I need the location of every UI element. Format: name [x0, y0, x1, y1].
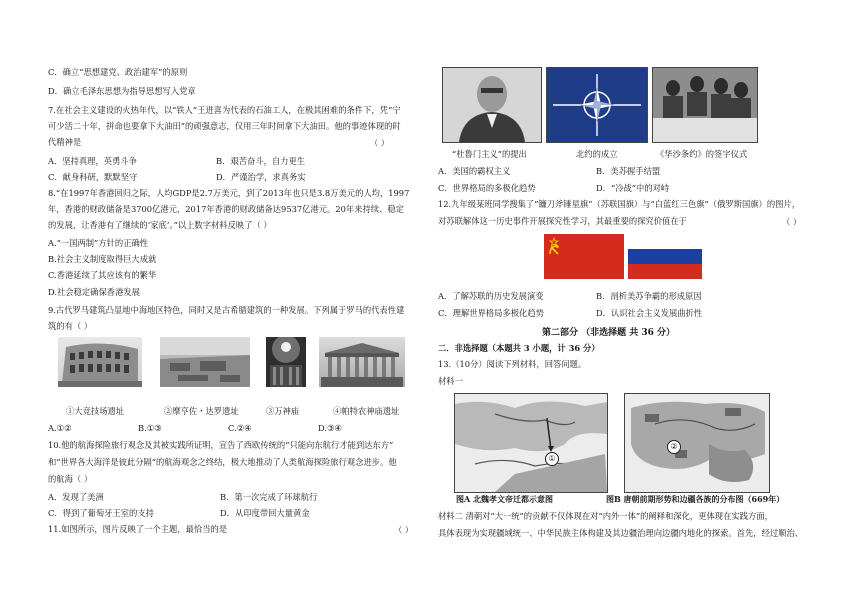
map-marker: ② — [667, 440, 681, 454]
option-text: D．确立毛泽东思想为指导思想写入党章 — [48, 86, 196, 96]
section-heading: 二．非选择题（本题共 3 小题，计 36 分） — [438, 343, 600, 353]
map-marker: ① — [545, 452, 559, 466]
option-d: D.社会稳定确保香港发展 — [48, 287, 140, 297]
truman-photo — [442, 67, 542, 143]
photo-caption: 《华沙条约》的签字仪式 — [656, 149, 748, 159]
option-b: B．美苏握手结盟 — [596, 166, 661, 176]
map-a-northern-wei — [454, 393, 608, 493]
option-b: B．剖析美苏争霸的形成原因 — [596, 291, 702, 301]
map-caption: 图B 唐朝前期形势和边疆各族的分布图（669年） — [606, 494, 785, 504]
option-c: C.香港延续了其应该有的繁华 — [48, 270, 157, 280]
option-d: D．严谨治学，求真务实 — [216, 172, 306, 182]
answer-paren: （ ） — [394, 525, 414, 535]
option-c: C.②④ — [228, 423, 252, 433]
photo-caption: ④帕特农神庙遗址 — [333, 406, 400, 416]
option-b: B．第一次完成了环球航行 — [220, 492, 318, 502]
nato-flag — [546, 67, 648, 143]
material-two-text: 材料二 清朝对“大一统”的贡献不仅体现在对“内外一体”的阐释和深化，更体现在实践方面， — [438, 511, 773, 521]
material-two-text: 具体表现为实现疆域统一、中华民族主体构建及其边疆治理向边疆内地化的探索。首先，经过顺治、 — [438, 528, 804, 538]
option-a: A.“一国两制”方针的正确性 — [48, 238, 149, 248]
option-a: A．了解苏联的历史发展演变 — [438, 291, 544, 301]
option-d: D．从印度带回大量黄金 — [220, 508, 310, 518]
option-b: B．艰苦奋斗，自力更生 — [216, 156, 306, 166]
option-d: D．“冷战”中的对峙 — [596, 183, 670, 193]
option-b: B.①③ — [138, 423, 162, 433]
option-a: A．美国的霸权主义 — [438, 166, 511, 176]
question-9-text: 9.古代罗马建筑凸显地中海地区特色，同时又是古希腊建筑的一种发展。下列属于罗马的代表性建 — [48, 305, 405, 315]
option-c: C．得到了葡萄牙王室的支持 — [48, 508, 154, 518]
question-10-text: 10.他的航海探险旅行观念及其被实践所证明，宣告了西欧传统的“只能向东航行才能到达东方” — [48, 440, 394, 450]
question-10-text: 的航海（ ） — [48, 474, 93, 484]
photo-caption: ②摩亨佐・达罗遗址 — [164, 406, 239, 416]
question-8-text: 的发展，让香港有了继续的‘家底’。”以上数字材料反映了（ ） — [48, 220, 272, 230]
parthenon-photo — [319, 337, 405, 387]
part-two-title: 第二部分 （非选择题 共 36 分） — [542, 328, 676, 338]
question-12-text: 12.九年级某班同学搜集了“镰刀斧锤星旗”（苏联国旗）与“白蓝红三色旗”（俄罗斯国旗）的图片， — [438, 199, 801, 209]
question-13-text: 13.（10分）阅读下列材料，回答问题。 — [438, 359, 587, 369]
warsaw-pact-signing-photo — [652, 67, 758, 143]
question-8-text: 8.“在1997年香港回归之际，人均GDP是2.7万美元，到了2013年也只是3.8万美元的人均，1997 — [48, 188, 410, 198]
ussr-flag — [544, 234, 624, 279]
option-a: A．坚持真理，英勇斗争 — [48, 156, 137, 166]
option-b: B.社会主义制度取得巨大成就 — [48, 254, 157, 264]
question-12-text: 对苏联解体这一历史事件开展探究性学习，其最重要的探究价值在于 — [438, 216, 687, 226]
option-c: C．理解世界格局多极化趋势 — [438, 308, 544, 318]
photo-caption: ①大竞技场遗址 — [66, 406, 125, 416]
option-a: A.①② — [48, 423, 72, 433]
option-d: D.③④ — [318, 423, 342, 433]
question-7-text: 代精神是 — [48, 137, 82, 147]
answer-paren: （ ） — [782, 217, 802, 227]
material-label: 材料一 — [438, 376, 463, 386]
answer-paren: （ ） — [370, 138, 390, 148]
photo-caption: 北约的成立 — [576, 149, 618, 159]
photo-caption: ③万神庙 — [266, 406, 300, 416]
question-10-text: 和“世界各大海洋是彼此分隔”的航海观念之终结，极大地推动了人类航海探险旅行观念进步。他 — [48, 457, 397, 467]
option-d: D．认识社会主义发展曲折性 — [596, 308, 703, 318]
map-caption: 图A 北魏孝文帝迁都示意图 — [456, 494, 553, 504]
option-c: C．世界格局的多极化趋势 — [438, 183, 536, 193]
question-9-text: 筑的有（ ） — [48, 321, 93, 331]
option-text: C．确立“思想建党、政治建军”的原则 — [48, 67, 188, 77]
question-11-text: 11.如图所示，图片反映了一个主题，最恰当的是 — [48, 524, 228, 534]
colosseum-photo — [58, 337, 142, 387]
mohenjo-daro-photo — [160, 337, 250, 387]
photo-caption: “杜鲁门主义”的提出 — [452, 149, 527, 159]
question-7-text: 7.在社会主义建设的火热年代，以“铁人”王进喜为代表的石油工人，在极其困难的条件下，凭“宁 — [48, 105, 401, 115]
pantheon-photo — [266, 337, 306, 387]
question-8-text: 年，香港的财政储备是3700亿港元，2017年香港的财政储备达9537亿港元。20年来持续、稳定 — [48, 204, 404, 214]
option-a: A．发现了美洲 — [48, 492, 104, 502]
russia-flag — [628, 234, 702, 279]
option-c: C．献身科研，默默坚守 — [48, 172, 138, 182]
question-7-text: 可少活二十年，拼命也要拿下大油田”的顽强意志，仅用三年时间拿下大油田。他的事迹体现的时 — [48, 121, 401, 131]
map-b-tang-dynasty — [624, 393, 770, 493]
